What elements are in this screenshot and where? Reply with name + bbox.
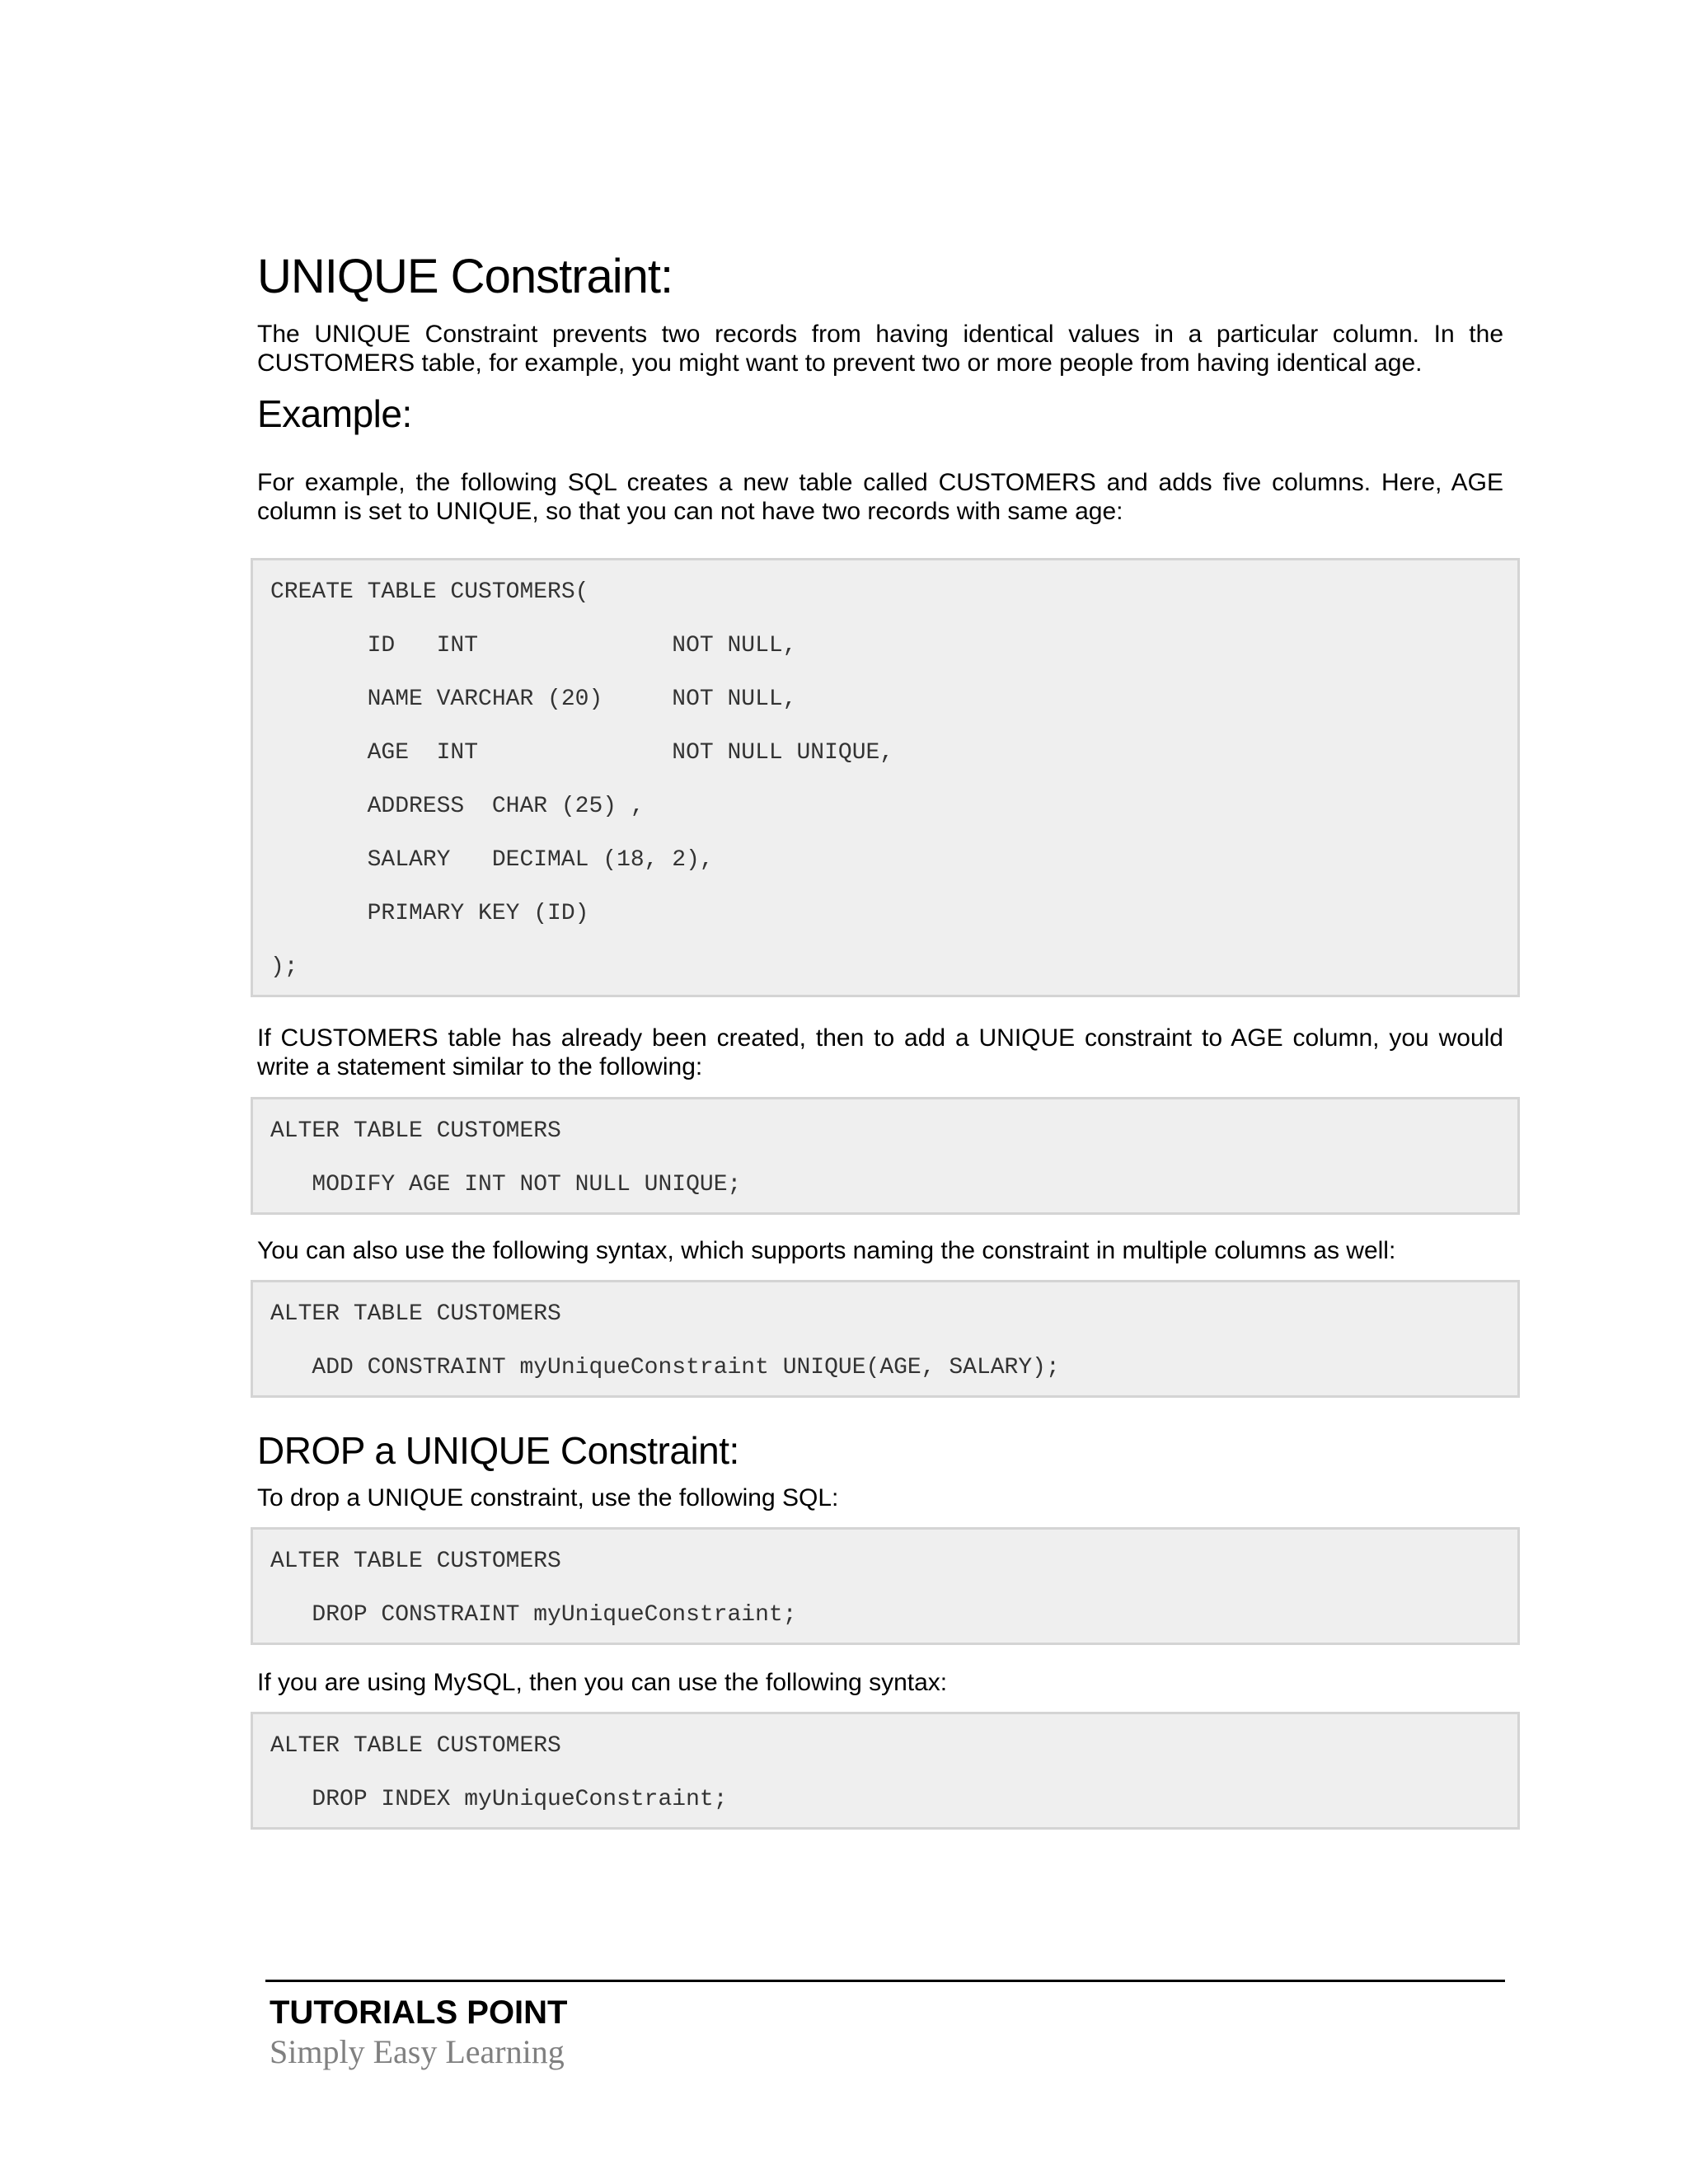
section-title-drop-unique: DROP a UNIQUE Constraint: [257, 1429, 739, 1472]
code-block-drop-index [251, 1712, 1520, 1830]
paragraph-alter-intro: If CUSTOMERS table has already been created, then to add a UNIQUE constraint to AGE column, you would write a statement similar to the following: [257, 1024, 1503, 1080]
code-line: DROP CONSTRAINT myUniqueConstraint; [270, 1602, 797, 1628]
code-line: DROP INDEX myUniqueConstraint; [270, 1787, 728, 1812]
code-line: ); [270, 954, 298, 980]
code-line: ALTER TABLE CUSTOMERS [270, 1549, 561, 1574]
code-line: ALTER TABLE CUSTOMERS [270, 1301, 561, 1327]
code-line: ADD CONSTRAINT myUniqueConstraint UNIQUE(AGE, SALARY); [270, 1355, 1060, 1380]
code-block-drop-constraint [251, 1527, 1520, 1645]
page-content [257, 247, 1503, 1830]
code-line: ADDRESS CHAR (25) , [270, 794, 645, 819]
code-block-alter-modify [251, 1097, 1520, 1215]
paragraph-example-intro: For example, the following SQL creates a new table called CUSTOMERS and adds five columns. Here, AGE column is set to UNIQUE, so that you can not have two records with same age: [257, 469, 1503, 525]
code-line: ALTER TABLE CUSTOMERS [270, 1733, 561, 1759]
paragraph-unique-intro: The UNIQUE Constraint prevents two records from having identical values in a particular column. In the CUSTOMERS table, for example, you might want to prevent two or more people from having identical age. [257, 321, 1503, 377]
section-title-example: Example: [257, 392, 412, 435]
footer-divider [265, 1980, 1505, 1982]
code-block-alter-add [251, 1280, 1520, 1398]
code-line: SALARY DECIMAL (18, 2), [270, 847, 714, 873]
code-line: NAME VARCHAR (20) NOT NULL, [270, 687, 797, 712]
paragraph-mysql-intro: If you are using MySQL, then you can use the following syntax: [257, 1669, 948, 1696]
code-line: ALTER TABLE CUSTOMERS [270, 1118, 561, 1144]
code-line: PRIMARY KEY (ID) [270, 901, 589, 926]
paragraph-naming-intro: You can also use the following syntax, which supports naming the constraint in multiple columns as well: [257, 1237, 1396, 1264]
footer-brand: TUTORIALS POINT [270, 1994, 568, 2031]
code-line: ID INT NOT NULL, [270, 633, 797, 658]
code-line: MODIFY AGE INT NOT NULL UNIQUE; [270, 1172, 742, 1197]
code-line: AGE INT NOT NULL UNIQUE, [270, 740, 894, 766]
footer-tagline: Simply Easy Learning [270, 2033, 565, 2070]
section-title-unique-constraint: UNIQUE Constraint: [257, 250, 673, 303]
code-block-create-table [251, 558, 1520, 997]
code-line: CREATE TABLE CUSTOMERS( [270, 579, 589, 605]
paragraph-drop-intro: To drop a UNIQUE constraint, use the following SQL: [257, 1484, 839, 1511]
